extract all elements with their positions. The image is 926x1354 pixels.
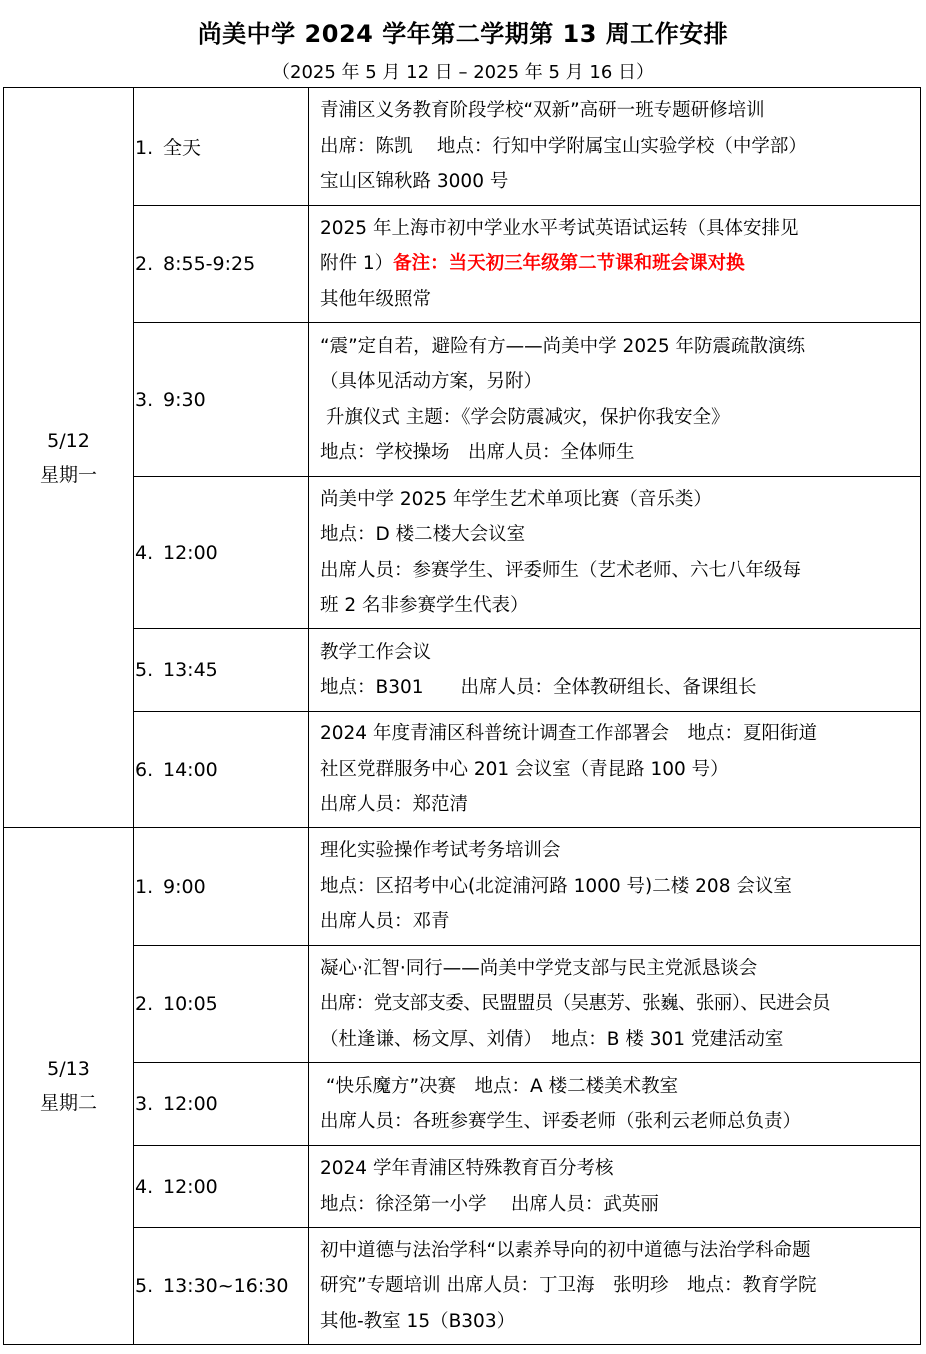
content-line: 初中道德与法治学科“以素养导向的初中道德与法治学科命题 [320, 1239, 811, 1261]
day-weekday: 星期二 [39, 1092, 97, 1114]
content-line: 升旗仪式 主题：《学会防震减灾，保护你我安全》 [320, 406, 730, 428]
content-cell [309, 946, 921, 1063]
content-line: 青浦区义务教育阶段学校“双新”高研一班专题研修培训 [320, 100, 765, 122]
item-number: 2. [135, 993, 154, 1015]
time-cell [134, 323, 309, 477]
content-line: “震”定自若，避险有方——尚美中学 2025 年防震疏散演练 [320, 335, 806, 357]
content-cell [309, 323, 921, 477]
content-line: 2024 年度青浦区科普统计调查工作部署会 地点：夏阳街道 [320, 723, 817, 745]
table-row [4, 629, 921, 712]
content-line: 地点：D 楼二楼大会议室 [320, 524, 526, 545]
item-number: 3. [135, 388, 154, 411]
content-line: 其他年级照常 [320, 288, 432, 310]
table-row [4, 206, 921, 323]
time-cell [134, 1146, 309, 1228]
content-line: “快乐魔方”决赛 地点：A 楼二楼美术教室 [320, 1075, 679, 1097]
item-time: 9:30 [163, 388, 206, 411]
item-time: 13:30~16:30 [163, 1275, 289, 1297]
day-date: 5/13 [47, 1058, 90, 1080]
content-cell [309, 1228, 921, 1345]
item-number: 5. [135, 1275, 154, 1297]
table-row [4, 712, 921, 828]
content-cell [309, 88, 921, 206]
time-cell [134, 206, 309, 323]
content-line: 地点：学校操场 出席人员：全体师生 [320, 442, 635, 463]
content-line: 理化实验操作考试考务培训会 [320, 840, 561, 862]
content-line: 班 2 名非参赛学生代表） [320, 595, 529, 616]
time-cell [134, 477, 309, 629]
content-line: （具体见活动方案，另附） [320, 371, 543, 392]
content-line: 出席：党支部支委、民盟盟员（吴惠芳、张巍、张丽）、民进会员 [320, 993, 830, 1015]
schedule-table [3, 87, 921, 1345]
item-time: 12:00 [163, 1093, 218, 1115]
time-cell [134, 712, 309, 828]
item-time: 全天 [163, 137, 202, 159]
content-line: 凝心·汇智·同行——尚美中学党支部与民主党派恳谈会 [320, 957, 758, 979]
table-row [4, 1146, 921, 1228]
time-cell [134, 88, 309, 206]
day-date: 5/12 [47, 429, 90, 452]
content-line: 出席人员：邓青 [320, 911, 450, 933]
table-row [4, 946, 921, 1063]
content-line [320, 246, 916, 282]
item-time: 10:05 [163, 993, 218, 1015]
content-line: （杜逢谦、杨文厚、刘倩） 地点：B 楼 301 党建活动室 [320, 1028, 784, 1050]
content-line: 2025 年上海市初中学业水平考试英语试运转（具体安排见 [320, 217, 799, 239]
content-cell [309, 477, 921, 629]
content-line: 社区党群服务中心 201 会议室（青昆路 100 号） [320, 758, 729, 780]
content-cell [309, 629, 921, 712]
item-number: 5. [135, 659, 154, 681]
content-line: 研究”专题培训 出席人员：丁卫海 张明珍 地点：教育学院 [320, 1275, 817, 1297]
day-cell [4, 828, 134, 1345]
item-number: 1. [135, 875, 154, 898]
content-line: 尚美中学 2025 年学生艺术单项比赛（音乐类） [320, 488, 712, 510]
content-cell [309, 712, 921, 828]
content-cell [309, 206, 921, 323]
content-line: 地点：B301 出席人员：全体教研组长、备课组长 [320, 677, 757, 698]
content-line: 地点：徐泾第一小学 出席人员：武英丽 [320, 1193, 659, 1215]
content-line: 宝山区锦秋路 3000 号 [320, 171, 509, 193]
day-weekday: 星期一 [39, 463, 97, 486]
time-cell [134, 629, 309, 712]
item-time: 9:00 [163, 875, 206, 898]
content-line-text: 附件 1） [320, 253, 394, 275]
content-cell [309, 1063, 921, 1146]
content-line: 2024 学年青浦区特殊教育百分考核 [320, 1158, 614, 1179]
content-line: 教学工作会议 [320, 641, 432, 663]
content-line: 出席人员：参赛学生、评委师生（艺术老师、六七八年级每 [320, 559, 802, 581]
item-number: 1. [135, 137, 154, 159]
content-line: 其他-教室 15（B303） [320, 1310, 516, 1332]
item-time: 12:00 [163, 1175, 218, 1198]
time-cell [134, 828, 309, 946]
table-row [4, 477, 921, 629]
remark-note: 备注：当天初三年级第二节课和班会课对换 [393, 253, 745, 275]
day-cell [4, 88, 134, 828]
time-cell [134, 1063, 309, 1146]
content-line: 地点：区招考中心(北淀浦河路 1000 号)二楼 208 会议室 [320, 875, 792, 897]
item-number: 6. [135, 758, 154, 781]
content-cell [309, 828, 921, 946]
item-number: 3. [135, 1093, 154, 1115]
time-cell [134, 1228, 309, 1345]
content-line: 出席人员：各班参赛学生、评委老师（张利云老师总负责） [320, 1111, 802, 1132]
date-range: （2025 年 5 月 12 日 – 2025 年 5 月 16 日） [272, 62, 654, 83]
content-cell [309, 1146, 921, 1228]
table-row [4, 323, 921, 477]
content-line: 出席人员：郑范清 [320, 794, 469, 816]
item-time: 13:45 [163, 659, 218, 681]
item-number: 4. [135, 1175, 154, 1198]
time-cell [134, 946, 309, 1063]
content-line: 出席：陈凯 地点：行知中学附属宝山实验学校（中学部） [320, 135, 807, 157]
item-time: 12:00 [163, 541, 218, 564]
item-number: 4. [135, 541, 154, 564]
item-time: 8:55-9:25 [163, 253, 256, 275]
table-row [4, 1063, 921, 1146]
page-title: 尚美中学 2024 学年第二学期第 13 周工作安排 [197, 20, 729, 48]
item-number: 2. [135, 253, 154, 275]
table-row [4, 828, 921, 946]
item-time: 14:00 [163, 758, 218, 781]
table-row [4, 1228, 921, 1345]
table-row [4, 88, 921, 206]
